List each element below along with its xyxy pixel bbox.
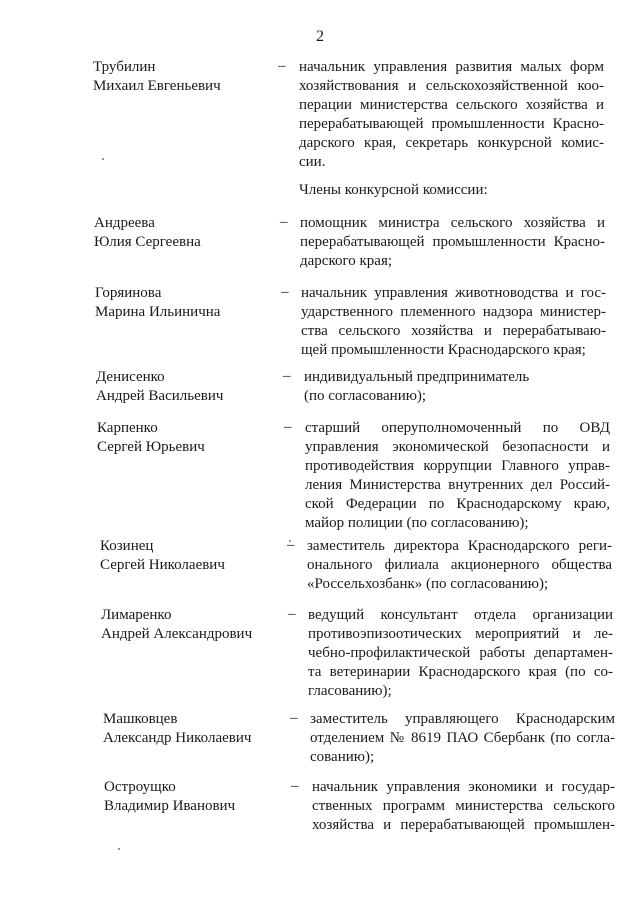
surname: Горяинова (95, 285, 162, 301)
description-line: заместитель директора Краснодарского реги- (307, 538, 612, 554)
dash-separator: – (281, 284, 289, 300)
given-names: Андрей Васильевич (96, 388, 224, 404)
description-line: дарского края, секретарь конкурсной комис- (299, 135, 604, 151)
surname: Козинец (100, 538, 154, 554)
surname: Андреева (94, 215, 155, 231)
description-line: перерабатывающей промышленности Красно- (300, 234, 605, 250)
dash-separator: – (290, 710, 298, 726)
description-line: ведущий консультант отдела организации (308, 607, 613, 623)
member-description (312, 778, 615, 835)
member-name (93, 58, 221, 96)
description-line: та ветеринарии Краснодарского края (по со- (308, 664, 613, 680)
description-line: чебно-профилактической работы департамен- (308, 645, 613, 661)
description-line: ской Федерации по Краснодарскому краю, (305, 496, 610, 512)
given-names: Марина Ильинична (95, 304, 221, 320)
description-line: (по согласованию); (304, 388, 427, 404)
given-names: Юлия Сергеевна (94, 234, 201, 250)
description-line: «Россельхозбанк» (по согласованию); (307, 576, 549, 592)
given-names: Сергей Юрьевич (97, 439, 205, 455)
member-name (97, 419, 205, 457)
description-line: начальник управления экономики и государ- (312, 779, 615, 795)
surname: Карпенко (97, 420, 158, 436)
member-name (95, 284, 220, 322)
page-number: 2 (316, 28, 324, 45)
description-line: отделением № 8619 ПАО Сбербанк (по согла- (310, 730, 615, 746)
description-line: ственных программ министерства сельского (312, 798, 615, 814)
member-name (104, 778, 235, 816)
description-line: помощник министра сельского хозяйства и (300, 215, 605, 231)
dash-separator: – (288, 606, 296, 622)
member-name (94, 214, 201, 252)
description-line: начальник управления развития малых форм (299, 59, 604, 75)
description-line: начальник управления животноводства и гос- (301, 285, 606, 301)
description-line: противоэпизоотических мероприятий и ле- (308, 626, 613, 642)
section-heading: Члены конкурсной комиссии: (299, 182, 488, 198)
scan-speck (102, 158, 104, 160)
dash-separator: – (287, 537, 295, 553)
member-description (304, 368, 609, 406)
member-description (300, 214, 605, 271)
description-line: старший оперуполномоченный по ОВД (305, 420, 610, 436)
description-line: противодействия коррупции Главного управ- (305, 458, 610, 474)
member-name (103, 710, 251, 748)
description-line: индивидуальный предприниматель (304, 369, 530, 385)
given-names: Александр Николаевич (103, 730, 252, 746)
dash-separator: – (291, 778, 299, 794)
member-name (101, 606, 252, 644)
description-line: управления экономической безопасности и (305, 439, 610, 455)
member-description (308, 606, 613, 701)
member-description (305, 419, 610, 533)
description-line: сии. (299, 154, 326, 170)
description-line: онального филиала акционерного общества (307, 557, 612, 573)
description-line: ления Министерства внутренних дел Россий- (305, 477, 610, 493)
dash-separator: – (278, 58, 286, 74)
given-names: Михаил Евгеньевич (93, 78, 221, 94)
dash-separator: – (284, 419, 292, 435)
member-name (100, 537, 225, 575)
dash-separator: – (283, 368, 291, 384)
given-names: Сергей Николаевич (100, 557, 225, 573)
surname: Лимаренко (101, 607, 172, 623)
scan-speck (118, 848, 120, 850)
description-line: заместитель управляющего Краснодарским (310, 711, 615, 727)
description-line: ударственного племенного надзора министер- (301, 304, 606, 320)
surname: Остроущко (104, 779, 176, 795)
given-names: Владимир Иванович (104, 798, 236, 814)
description-line: щей промышленности Краснодарского края; (301, 342, 586, 358)
description-line: хозяйствования и сельскохозяйственной коо- (299, 78, 604, 94)
description-line: перерабатывающей промышленности Красно- (299, 116, 604, 132)
description-line: майор полиции (по согласованию); (305, 515, 529, 531)
description-line: дарского края; (300, 253, 393, 269)
description-line: сованию); (310, 749, 375, 765)
description-line: гласованию); (308, 683, 392, 699)
description-line: хозяйства и перерабатывающей промышлен- (312, 817, 615, 833)
member-description (310, 710, 615, 767)
surname: Трубилин (93, 59, 156, 75)
description-line: ства сельского хозяйства и перерабатываю- (301, 323, 606, 339)
surname: Денисенко (96, 369, 165, 385)
member-description (299, 58, 604, 172)
surname: Машковцев (103, 711, 178, 727)
member-description (301, 284, 606, 360)
member-name (96, 368, 223, 406)
description-line: перации министерства сельского хозяйства и (299, 97, 604, 113)
member-description (307, 537, 612, 594)
given-names: Андрей Александрович (101, 626, 253, 642)
dash-separator: – (280, 214, 288, 230)
